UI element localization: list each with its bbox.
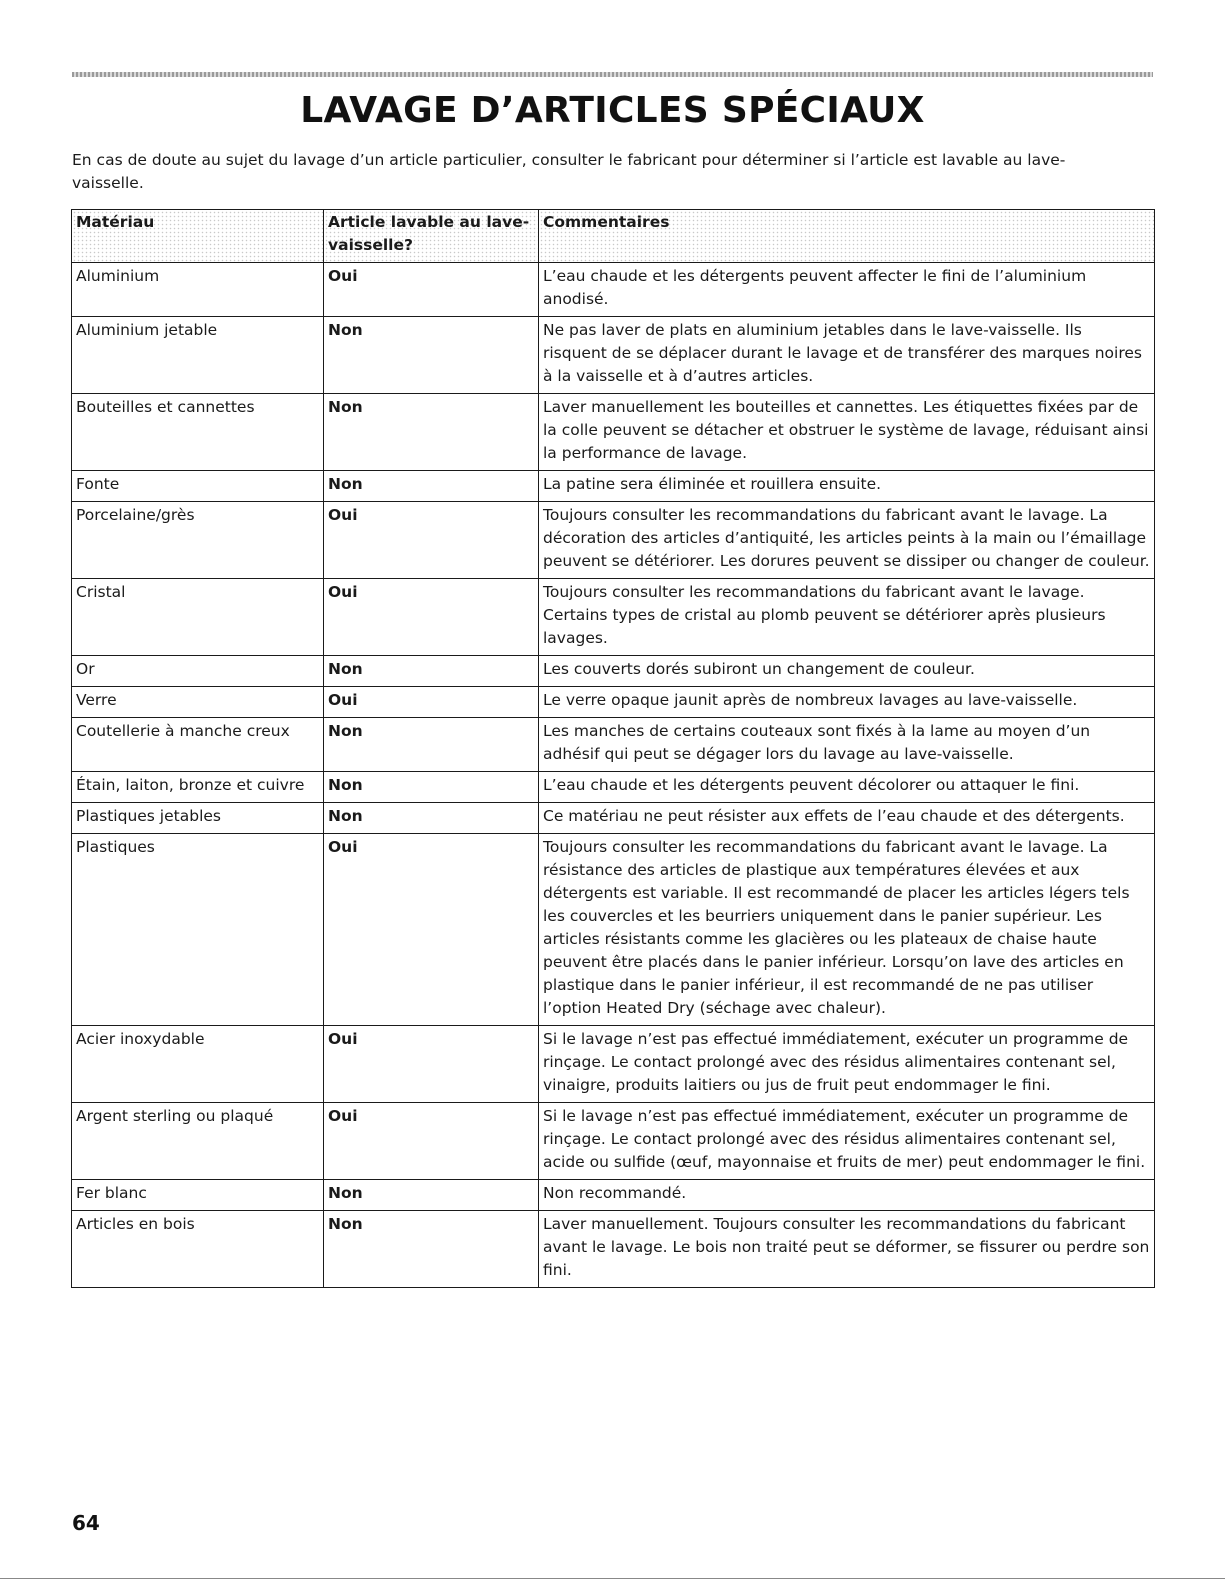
comment-cell: Laver manuellement les bouteilles et cannettes. Les étiquettes fixées par de la colle peuvent se détacher et obstruer le système de lavage, réduisant ainsi la performance de lavage.	[539, 394, 1155, 471]
material-cell: Argent sterling ou plaqué	[72, 1103, 324, 1180]
material-cell: Coutellerie à manche creux	[72, 718, 324, 772]
washable-cell: Non	[324, 1211, 539, 1288]
comment-cell: Les manches de certains couteaux sont fixés à la lame au moyen d’un adhésif qui peut se dégager lors du lavage au lave-vaisselle.	[539, 718, 1155, 772]
washable-cell: Non	[324, 394, 539, 471]
material-cell: Plastiques	[72, 834, 324, 1026]
comment-cell: L’eau chaude et les détergents peuvent affecter le fini de l’aluminium anodisé.	[539, 263, 1155, 317]
washable-cell: Non	[324, 656, 539, 687]
washable-cell: Oui	[324, 579, 539, 656]
washable-cell: Oui	[324, 834, 539, 1026]
washable-cell: Oui	[324, 502, 539, 579]
material-cell: Bouteilles et cannettes	[72, 394, 324, 471]
special-items-table	[71, 209, 1155, 1288]
header-material: Matériau	[72, 210, 324, 263]
table-row	[72, 834, 1155, 1026]
washable-cell: Oui	[324, 263, 539, 317]
washable-cell: Non	[324, 718, 539, 772]
page-number: 64	[72, 1511, 100, 1535]
material-cell: Aluminium	[72, 263, 324, 317]
table-row	[72, 502, 1155, 579]
page-title: LAVAGE D’ARTICLES SPÉCIAUX	[300, 90, 925, 131]
table-header	[72, 210, 1155, 263]
comment-cell: Toujours consulter les recommandations du fabricant avant le lavage. La décoration des articles d’antiquité, les articles peints à la main ou l’émaillage peuvent se détériorer. Les dorures peuvent se dissiper ou changer de couleur.	[539, 502, 1155, 579]
table-row	[72, 718, 1155, 772]
comment-cell: Le verre opaque jaunit après de nombreux lavages au lave-vaisselle.	[539, 687, 1155, 718]
table-row	[72, 656, 1155, 687]
comment-cell: Si le lavage n’est pas effectué immédiatement, exécuter un programme de rinçage. Le contact prolongé avec des résidus alimentaires contenant sel, acide ou sulfide (œuf, mayonnaise et fruits de mer) peut endommager le fini.	[539, 1103, 1155, 1180]
material-cell: Porcelaine/grès	[72, 502, 324, 579]
comment-cell: L’eau chaude et les détergents peuvent décolorer ou attaquer le fini.	[539, 772, 1155, 803]
comment-cell: Non recommandé.	[539, 1180, 1155, 1211]
table-row	[72, 471, 1155, 502]
material-cell: Aluminium jetable	[72, 317, 324, 394]
table-row	[72, 1103, 1155, 1180]
material-cell: Plastiques jetables	[72, 803, 324, 834]
comment-cell: Ne pas laver de plats en aluminium jetables dans le lave-vaisselle. Ils risquent de se déplacer durant le lavage et de transférer des marques noires à la vaisselle et à d’autres articles.	[539, 317, 1155, 394]
washable-cell: Non	[324, 317, 539, 394]
comment-cell: Ce matériau ne peut résister aux effets de l’eau chaude et des détergents.	[539, 803, 1155, 834]
washable-cell: Non	[324, 1180, 539, 1211]
material-cell: Fer blanc	[72, 1180, 324, 1211]
table-row	[72, 317, 1155, 394]
table-header-row	[72, 210, 1155, 263]
comment-cell: La patine sera éliminée et rouillera ensuite.	[539, 471, 1155, 502]
table-row	[72, 394, 1155, 471]
header-comments: Commentaires	[539, 210, 1155, 263]
table-row	[72, 1180, 1155, 1211]
washable-cell: Non	[324, 772, 539, 803]
intro-paragraph: En cas de doute au sujet du lavage d’un article particulier, consulter le fabricant pour déterminer si l’article est lavable au lave-vaisselle.	[72, 151, 1066, 192]
washable-cell: Non	[324, 471, 539, 502]
table-row	[72, 1211, 1155, 1288]
table-row	[72, 803, 1155, 834]
top-divider	[72, 72, 1153, 77]
comment-cell: Toujours consulter les recommandations du fabricant avant le lavage. Certains types de cristal au plomb peuvent se détériorer après plusieurs lavages.	[539, 579, 1155, 656]
washable-cell: Non	[324, 803, 539, 834]
table-row	[72, 687, 1155, 718]
material-cell: Articles en bois	[72, 1211, 324, 1288]
comment-cell: Les couverts dorés subiront un changement de couleur.	[539, 656, 1155, 687]
comment-cell: Si le lavage n’est pas effectué immédiatement, exécuter un programme de rinçage. Le contact prolongé avec des résidus alimentaires contenant sel, vinaigre, produits laitiers ou jus de fruit peut endommager le fini.	[539, 1026, 1155, 1103]
material-cell: Verre	[72, 687, 324, 718]
table-row	[72, 579, 1155, 656]
material-cell: Cristal	[72, 579, 324, 656]
material-cell: Étain, laiton, bronze et cuivre	[72, 772, 324, 803]
washable-cell: Oui	[324, 1103, 539, 1180]
material-cell: Fonte	[72, 471, 324, 502]
washable-cell: Oui	[324, 687, 539, 718]
table-row	[72, 1026, 1155, 1103]
material-cell: Or	[72, 656, 324, 687]
comment-cell: Toujours consulter les recommandations du fabricant avant le lavage. La résistance des articles de plastique aux températures élevées et aux détergents est variable. Il est recommandé de placer les articles légers tels les couvercles et les beurriers uniquement dans le panier supérieur. Les articles résistants comme les glacières ou les plateaux de chaise haute peuvent être placés dans le panier inférieur. Lorsqu’on lave des articles en plastique dans le panier inférieur, il est recommandé de ne pas utiliser l’option Heated Dry (séchage avec chaleur).	[539, 834, 1155, 1026]
table-row	[72, 772, 1155, 803]
header-washable: Article lavable au lave-vaisselle?	[324, 210, 539, 263]
comment-cell: Laver manuellement. Toujours consulter les recommandations du fabricant avant le lavage. Le bois non traité peut se déformer, se fissurer ou perdre son fini.	[539, 1211, 1155, 1288]
bottom-divider	[0, 1578, 1225, 1579]
table-row	[72, 263, 1155, 317]
table-body	[72, 263, 1155, 1288]
washable-cell: Oui	[324, 1026, 539, 1103]
material-cell: Acier inoxydable	[72, 1026, 324, 1103]
